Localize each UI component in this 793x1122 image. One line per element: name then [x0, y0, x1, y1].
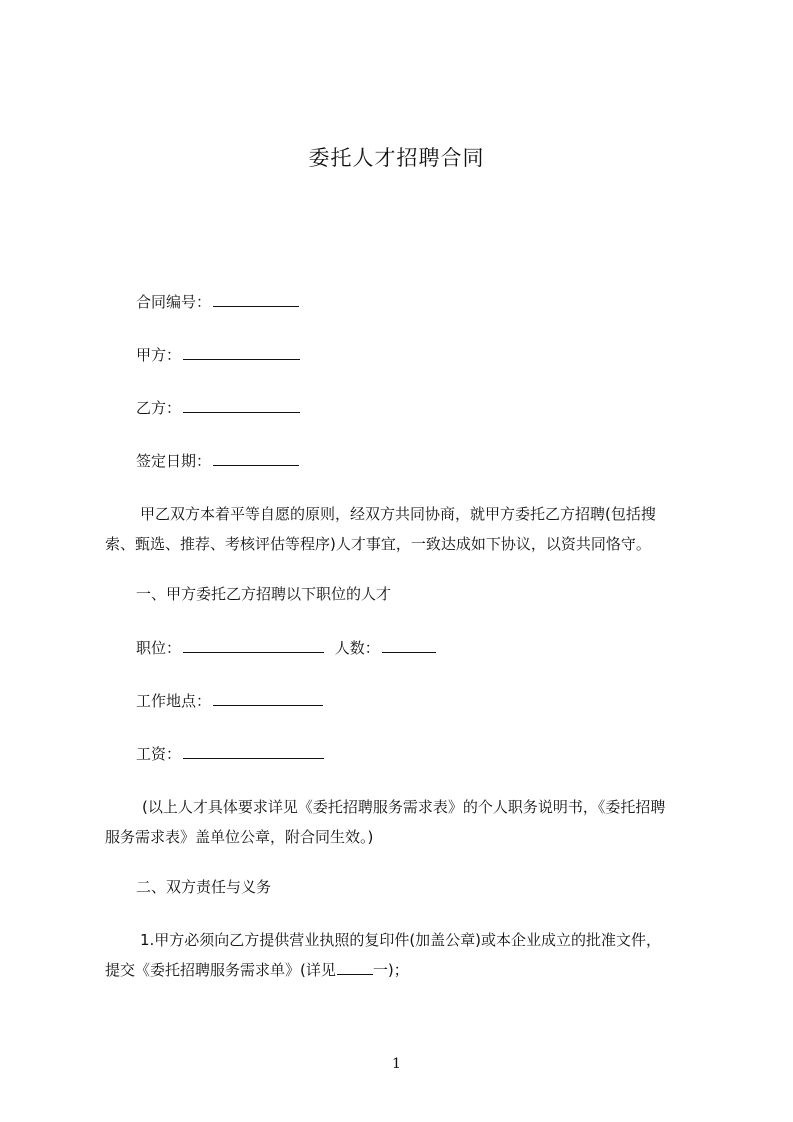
headcount-label: 人数：: [334, 639, 380, 657]
intro-line-2: 索、甄选、推荐、考核评估等程序)人才事宜，一致达成如下协议，以资共同恪守。: [105, 535, 651, 553]
contract-number-field: [136, 292, 299, 312]
headcount-blank: [382, 638, 436, 653]
item-1-appendix-blank: [337, 960, 373, 975]
party-a-field: [136, 345, 300, 365]
work-location-label: 工作地点：: [136, 692, 212, 710]
party-a-blank: [183, 345, 300, 360]
intro-line-1: 甲乙双方本着平等自愿的原则，经双方共同协商，就甲方委托乙方招聘(包括搜: [140, 505, 656, 523]
note-paragraph: [105, 792, 716, 852]
salary-label: 工资：: [136, 745, 182, 763]
section-1-heading: 一、甲方委托乙方招聘以下职位的人才: [136, 585, 392, 603]
party-b-field: [136, 398, 300, 418]
sign-date-field: [136, 451, 299, 471]
position-label: 职位：: [136, 639, 182, 657]
intro-paragraph: [105, 499, 716, 559]
contract-number-blank: [213, 292, 299, 307]
contract-number-label: 合同编号：: [136, 293, 212, 311]
item-1-line-2-end: 一)；: [372, 961, 409, 979]
note-line-2: 服务需求表》盖单位公章，附合同生效。): [105, 828, 374, 846]
item-1-line-1: 1.甲方必须向乙方提供营业执照的复印件(加盖公章)或本企业成立的批准文件，: [140, 931, 662, 949]
document-title: 委托人才招聘合同: [308, 146, 485, 170]
salary-field: [136, 744, 324, 764]
position-headcount-field: [136, 638, 436, 658]
party-b-label: 乙方：: [136, 399, 182, 417]
page-number: 1: [392, 1056, 401, 1072]
sign-date-label: 签定日期：: [136, 452, 212, 470]
salary-blank: [183, 744, 324, 759]
position-blank: [183, 638, 324, 653]
item-1-line-2: [105, 955, 716, 985]
item-1-paragraph: [105, 925, 716, 985]
work-location-blank: [213, 691, 323, 706]
work-location-field: [136, 691, 323, 711]
sign-date-blank: [213, 451, 299, 466]
note-line-1: (以上人才具体要求详见《委托招聘服务需求表》的个人职务说明书，《委托招聘: [142, 798, 666, 816]
party-b-blank: [183, 398, 300, 413]
party-a-label: 甲方：: [136, 346, 182, 364]
section-2-heading: 二、双方责任与义务: [136, 878, 272, 896]
item-1-line-2-text: 提交《委托招聘服务需求单》(详见: [105, 961, 336, 979]
